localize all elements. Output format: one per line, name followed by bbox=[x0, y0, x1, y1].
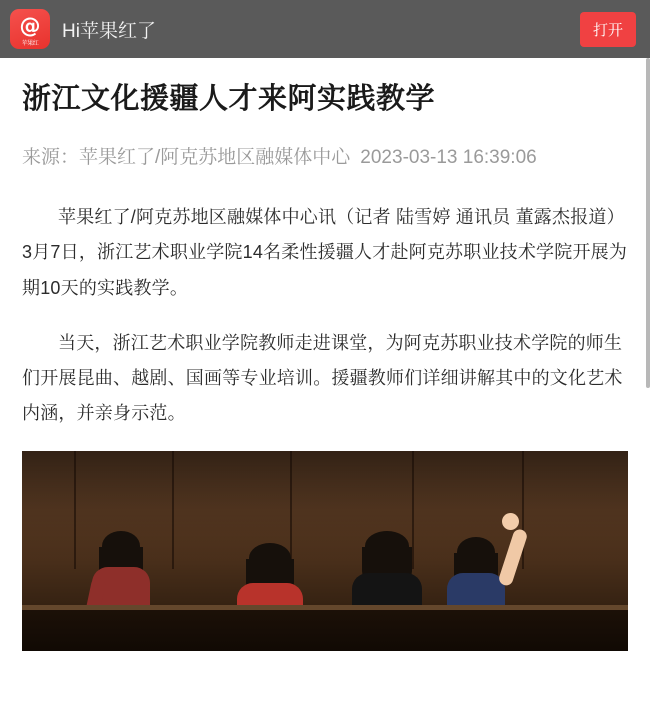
photo-person-head bbox=[369, 537, 405, 577]
source-label: 来源： bbox=[22, 147, 80, 169]
photo-person-head bbox=[106, 537, 136, 571]
app-logo-caption: 苹果红 bbox=[21, 41, 39, 47]
article-paragraph: 苹果红了/阿克苏地区融媒体中心讯（记者 陆雪婷 通讯员 董露杰报道）3月7日，浙江艺术职业学院14名柔性援疆人才赴阿克苏职业技术学院开展为期10天的实践教学。 bbox=[22, 207, 628, 298]
app-logo-icon[interactable] bbox=[10, 9, 50, 49]
article-timestamp: 2023-03-13 16:39:06 bbox=[360, 147, 537, 169]
article-photo bbox=[22, 451, 628, 651]
article-paragraph: 当天，浙江艺术职业学院教师走进课堂，为阿克苏职业技术学院的师生们开展昆曲、越剧、国画等专业培训。援疆教师们详细讲解其中的文化艺术内涵，并亲身示范。 bbox=[22, 332, 623, 423]
page-title: 浙江文化援疆人才来阿实践教学 bbox=[22, 83, 436, 115]
photo-person-head bbox=[461, 543, 491, 577]
source-value: 苹果红了/阿克苏地区融媒体中心 bbox=[79, 147, 351, 169]
page-scrollbar[interactable] bbox=[646, 58, 650, 388]
photo-raised-hand bbox=[502, 513, 519, 530]
app-title: Hi苹果红了 bbox=[62, 20, 156, 42]
open-app-button[interactable]: 打开 bbox=[580, 12, 636, 47]
photo-desk bbox=[22, 605, 628, 651]
article-meta bbox=[22, 141, 628, 174]
article-container bbox=[0, 58, 650, 431]
photo-background bbox=[22, 451, 628, 651]
photo-person-head bbox=[253, 549, 287, 587]
app-bar bbox=[0, 0, 650, 58]
app-logo-glyph: @ bbox=[19, 14, 41, 38]
